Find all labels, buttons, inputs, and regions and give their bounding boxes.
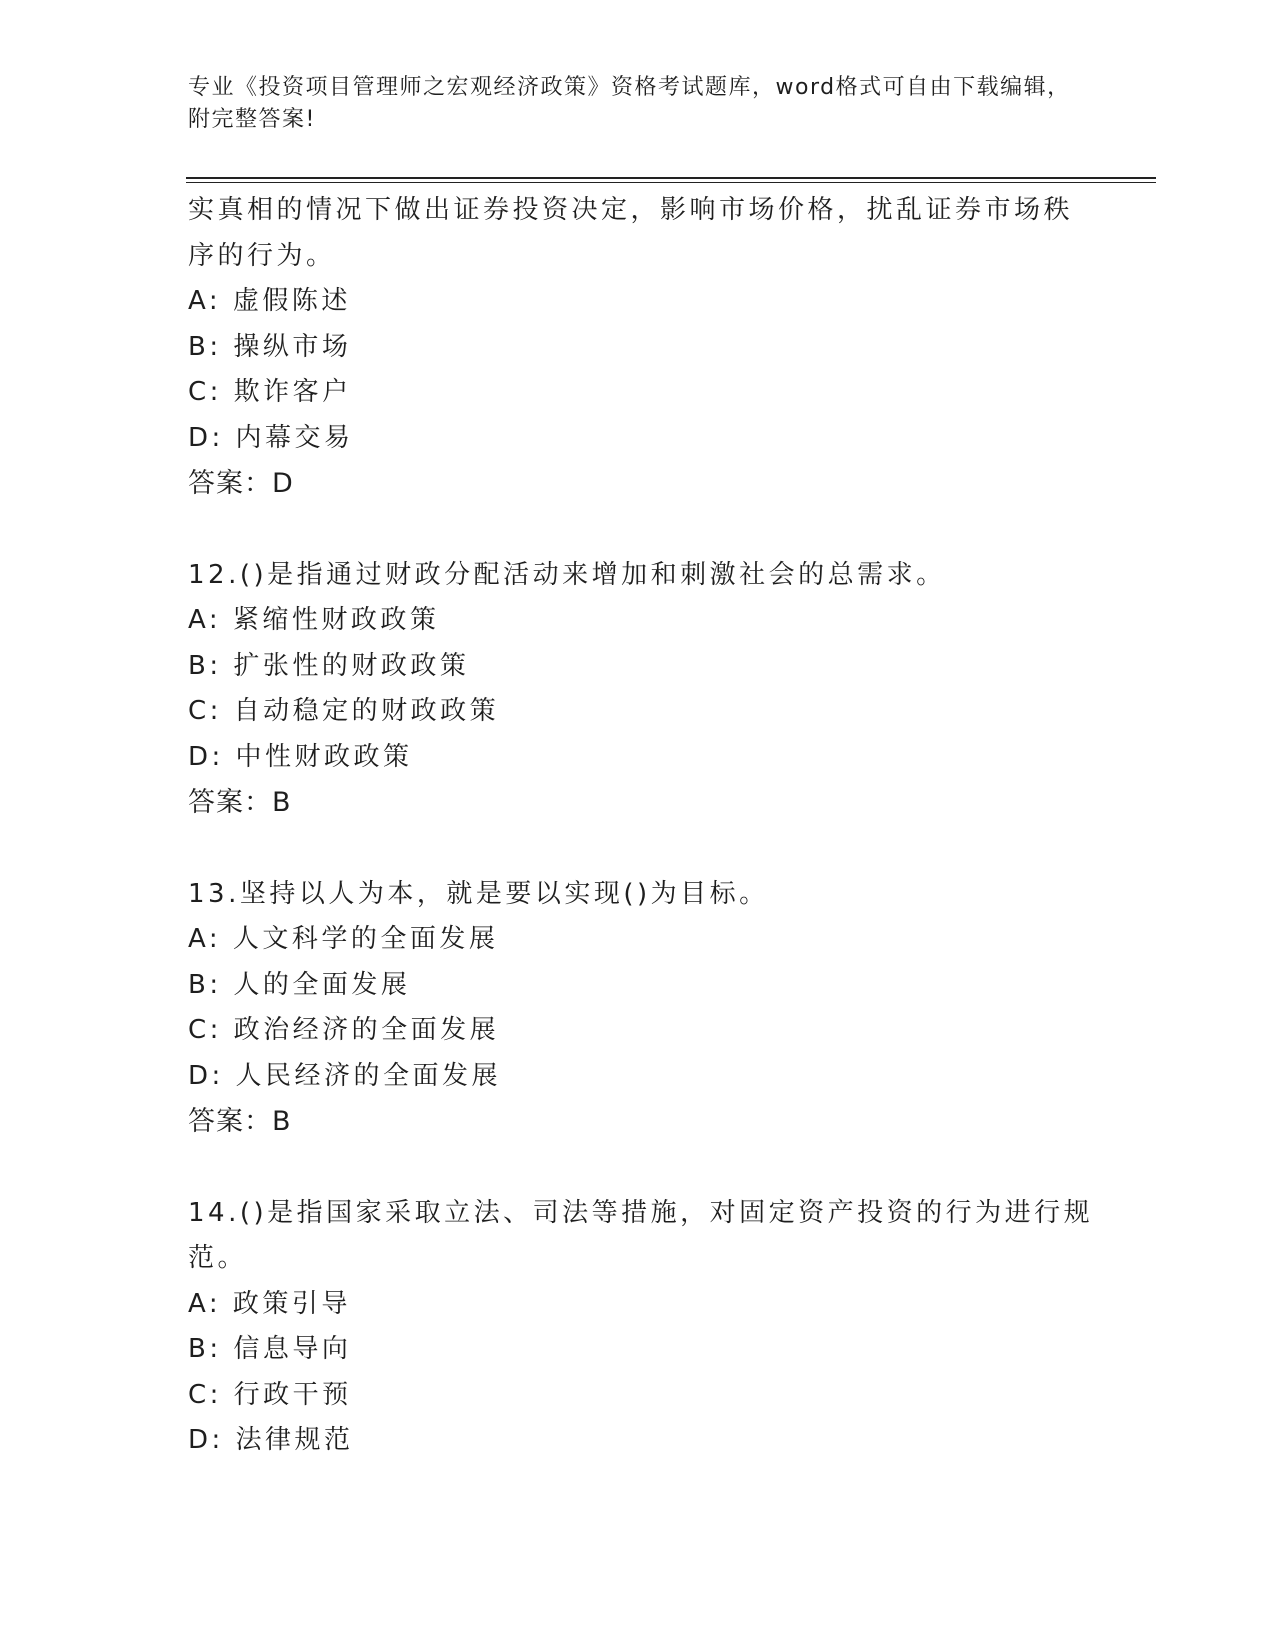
option-b: B: 操纵市场 [188, 331, 352, 362]
question-14 [188, 1191, 1094, 1464]
option-c: C: 自动稳定的财政政策 [188, 696, 500, 726]
option-d: D: 人民经济的全面发展 [188, 1060, 502, 1091]
option-d: D: 内幕交易 [188, 422, 354, 453]
question-stem-line: 实真相的情况下做出证券投资决定，影响市场价格，扰乱证券市场秩 [188, 195, 1074, 225]
question-stem-line: 14.()是指国家采取立法、司法等措施，对固定资产投资的行为进行规 [188, 1197, 1094, 1228]
option-d: D: 法律规范 [188, 1425, 354, 1455]
option-a: A: 人文科学的全面发展 [188, 924, 499, 954]
option-b: B: 扩张性的财政政策 [188, 650, 470, 681]
option-a: A: 紧缩性财政政策 [188, 605, 440, 635]
option-d: D: 中性财政政策 [188, 741, 413, 772]
question-content [188, 188, 1094, 1464]
document-header: 专业《投资项目管理师之宏观经济政策》资格考试题库，word格式可自由下载编辑，附完整答案! [188, 75, 1071, 132]
question-continuation [188, 188, 1088, 507]
question-stem-line: 序的行为。 [188, 240, 336, 271]
answer: 答案：B [188, 1106, 292, 1137]
question-12 [188, 553, 1088, 826]
option-a: A: 政策引导 [188, 1288, 351, 1319]
answer: 答案：B [188, 787, 292, 818]
option-c: C: 欺诈客户 [188, 377, 352, 407]
option-b: B: 信息导向 [188, 1334, 352, 1364]
option-c: C: 行政干预 [188, 1379, 352, 1410]
question-stem-line: 范。 [188, 1243, 248, 1273]
option-c: C: 政治经济的全面发展 [188, 1015, 500, 1045]
header-rule-thin [186, 182, 1156, 183]
question-stem-line: 12.()是指通过财政分配活动来增加和刺激社会的总需求。 [188, 559, 946, 590]
option-a: A: 虚假陈述 [188, 286, 351, 316]
header-rule-thick [186, 177, 1156, 179]
question-stem-line: 13.坚持以人为本，就是要以实现()为目标。 [188, 878, 769, 909]
answer: 答案：D [188, 468, 294, 499]
question-13 [188, 872, 1088, 1145]
option-b: B: 人的全面发展 [188, 969, 411, 1000]
